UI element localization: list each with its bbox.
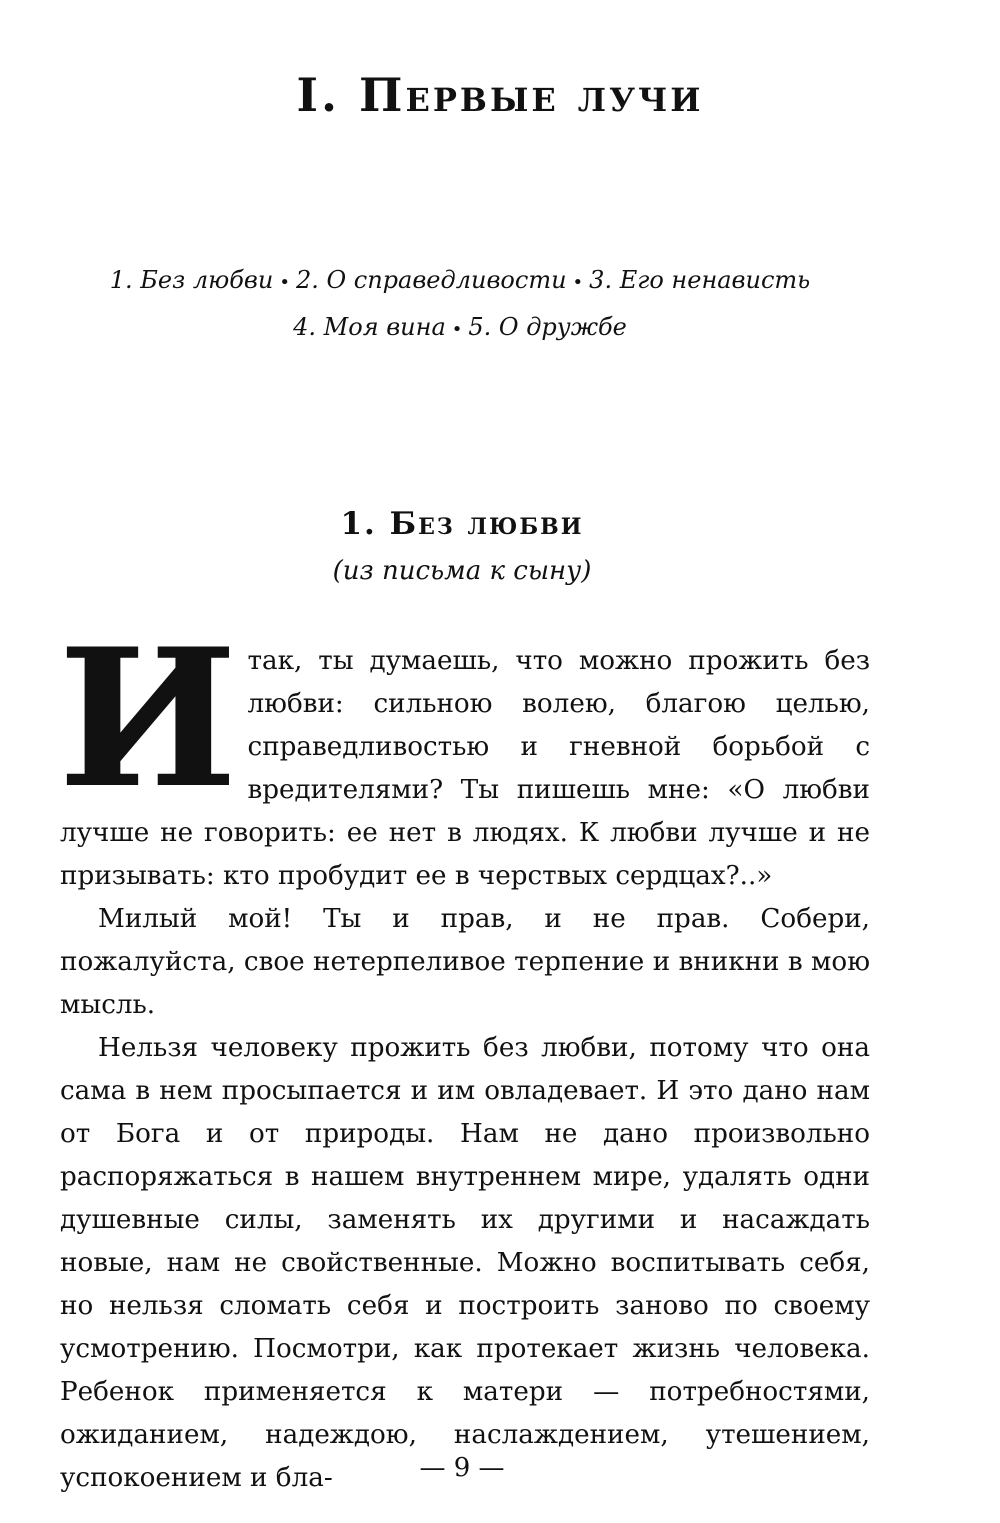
contents-line-1 (0, 258, 920, 305)
chapter-contents (0, 258, 920, 352)
drop-cap: И (58, 607, 238, 830)
contents-item: 1. Без любви (109, 266, 274, 294)
contents-line-2 (0, 305, 920, 352)
contents-item: 3. Его ненависть (589, 266, 811, 294)
paragraph-1 (58, 607, 870, 898)
paragraph-2: Милый мой! Ты и прав, и не прав. Собери, пожалуйста, свое нетерпеливое терпение и вникни в мою мысль. (60, 904, 870, 1020)
bullet-separator: • (279, 272, 290, 293)
page-number: — 9 — (419, 1453, 505, 1483)
section-subtitle: (из письма к сыну) (332, 556, 592, 586)
bullet-separator: • (451, 319, 463, 340)
contents-item: 4. Моя вина (293, 313, 446, 341)
contents-item: 5. О дружбе (468, 313, 627, 341)
part-title: I. Первые лучи (296, 68, 704, 122)
paragraph-3: Нельзя человеку прожить без любви, потому что она сама в нем просыпается и им овладевает. И это дано нам от Бога и от природы. Нам не дано произвольно распоряжаться в нашем внутреннем мире, удалять одни душевные силы, заменять их другими и насаждать новые, нам не свойственные. Можно воспитывать себя, но нельзя сломать себя и построить заново по своему усмотрению. Посмотри, как протекает жизнь человека. Ребенок применяется к матери — потребностями, ожиданием, надеждою, наслаждением, утешением, успокоением и бла- (60, 1033, 870, 1493)
body-text (58, 607, 870, 1500)
section-title: 1. Без любви (340, 506, 584, 542)
contents-item: 2. О справедливости (295, 266, 567, 294)
paragraph-1-text: так, ты думаешь, что можно прожить без любви: сильною волею, благою целью, справедливостью и гневной борьбой с вредителями? Ты пишешь мне: «О любви лучше не говорить: ее нет в людях. К любви лучше и не призывать: кто пробудит ее в черствых сердцах?..» (60, 646, 870, 891)
bullet-separator: • (572, 272, 584, 293)
